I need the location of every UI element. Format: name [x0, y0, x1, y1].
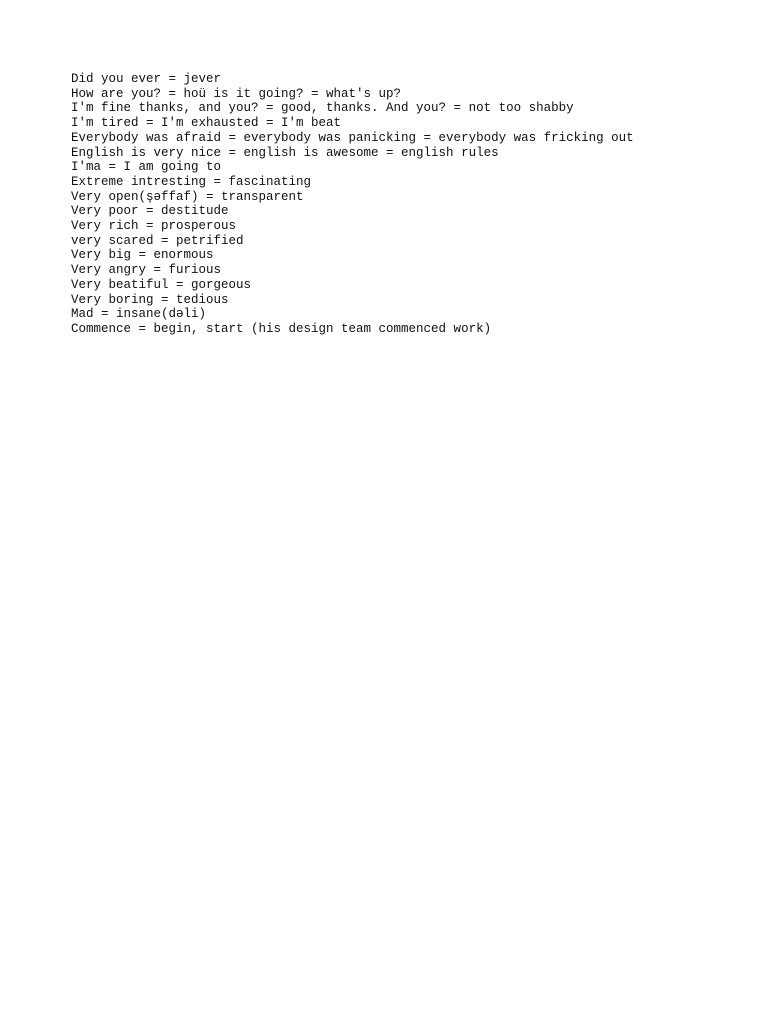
text-line: I'm tired = I'm exhausted = I'm beat: [71, 116, 342, 131]
text-line: Everybody was afraid = everybody was panicking = everybody was fricking out: [71, 130, 634, 145]
text-line: I'ma = I am going to: [71, 160, 222, 175]
text-body: [71, 72, 751, 337]
text-line: Very big = enormous: [71, 248, 214, 263]
text-line: Very open(şəffaf) = transparent: [71, 189, 304, 204]
text-line: Extreme intresting = fascinating: [71, 174, 312, 189]
text-line: Commence = begin, start (his design team commenced work): [71, 321, 492, 336]
text-line: How are you? = hoü is it going? = what's up?: [71, 86, 402, 101]
text-line: Very beatiful = gorgeous: [71, 277, 252, 292]
text-line: Mad = insane(dəli): [71, 307, 207, 322]
text-line: English is very nice = english is awesome = english rules: [71, 145, 499, 160]
text-line: very scared = petrified: [71, 233, 244, 248]
text-line: Very angry = furious: [71, 263, 222, 278]
text-line: Did you ever = jever: [71, 72, 222, 86]
text-line: Very boring = tedious: [71, 292, 229, 307]
text-line: I'm fine thanks, and you? = good, thanks. And you? = not too shabby: [71, 101, 574, 116]
text-line: Very rich = prosperous: [71, 219, 237, 234]
text-line: Very poor = destitude: [71, 204, 229, 219]
